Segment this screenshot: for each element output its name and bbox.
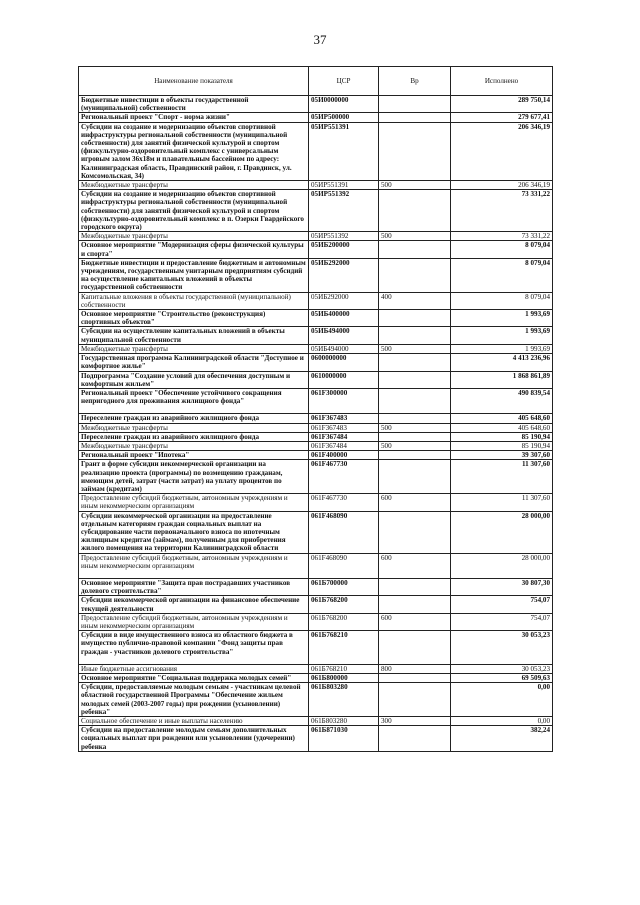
row-vr xyxy=(379,354,451,371)
row-vr: 800 xyxy=(379,664,451,673)
table-row xyxy=(79,726,553,752)
row-csr: 061Б768200 xyxy=(309,596,379,613)
row-value: 85 190,94 xyxy=(451,441,553,450)
row-csr: 061Б768210 xyxy=(309,631,379,665)
table-row xyxy=(79,451,553,460)
header-executed: Исполнено xyxy=(451,67,553,96)
row-value: 405 648,60 xyxy=(451,414,553,423)
row-vr xyxy=(379,96,451,113)
row-vr xyxy=(379,388,451,413)
row-name: Межбюджетные трансферты xyxy=(79,441,309,450)
row-name: Субсидии на создание и модернизацию объектов спортивной инфраструктуры региональной собственности (муниципальной собственности) для занятий физической культурой и спортом (физкультурно-оздоровительный комплекс с универсальным игровым залом 36x18м и плавательным бассейном по адресу: Калининградская область, Правдинский район, г. Правдинск, ул. Комсомольская, 34) xyxy=(79,122,309,180)
row-value: 382,24 xyxy=(451,726,553,752)
row-csr: 061Б700000 xyxy=(309,578,379,595)
row-csr: 05ИР551391 xyxy=(309,181,379,190)
table-row xyxy=(79,190,553,232)
row-name: Региональный проект "Спорт - норма жизни" xyxy=(79,113,309,122)
table-row xyxy=(79,631,553,665)
row-vr xyxy=(379,683,451,717)
row-csr: 061Б768200 xyxy=(309,613,379,630)
table-header-row xyxy=(79,67,553,96)
row-csr: 0610000000 xyxy=(309,371,379,388)
row-name: Социальное обеспечение и иные выплаты населению xyxy=(79,717,309,726)
row-name: Предоставление субсидий бюджетным, автономным учреждениям и иным некоммерческим организациям xyxy=(79,613,309,630)
row-vr xyxy=(379,432,451,441)
row-csr: 05ИБ400000 xyxy=(309,310,379,327)
row-vr: 600 xyxy=(379,613,451,630)
row-value: 39 307,60 xyxy=(451,451,553,460)
row-csr: 061F300000 xyxy=(309,388,379,413)
row-csr: 05ИБ292000 xyxy=(309,258,379,292)
row-vr xyxy=(379,596,451,613)
budget-execution-table xyxy=(78,66,553,752)
row-vr: 500 xyxy=(379,423,451,432)
row-name: Переселение граждан из аварийного жилищного фонда xyxy=(79,414,309,423)
row-csr: 05И0000000 xyxy=(309,96,379,113)
row-csr: 05ИБ494000 xyxy=(309,327,379,344)
row-value: 1 868 861,89 xyxy=(451,371,553,388)
row-csr: 061F400000 xyxy=(309,451,379,460)
row-name: Переселение граждан из аварийного жилищного фонда xyxy=(79,432,309,441)
table-row xyxy=(79,683,553,717)
row-value: 30 053,23 xyxy=(451,664,553,673)
row-csr: 061F367484 xyxy=(309,441,379,450)
row-vr xyxy=(379,113,451,122)
row-csr: 061F367483 xyxy=(309,414,379,423)
table-row xyxy=(79,310,553,327)
row-csr: 05ИР551391 xyxy=(309,122,379,180)
table-row xyxy=(79,674,553,683)
row-csr: 05ИБ292000 xyxy=(309,292,379,309)
table-row xyxy=(79,578,553,595)
table-row xyxy=(79,388,553,413)
row-vr xyxy=(379,310,451,327)
row-csr: 061Б803280 xyxy=(309,683,379,717)
row-value: 4 413 236,96 xyxy=(451,354,553,371)
row-value: 73 331,22 xyxy=(451,190,553,232)
row-csr: 061F367484 xyxy=(309,432,379,441)
row-vr xyxy=(379,451,451,460)
row-value: 1 993,69 xyxy=(451,344,553,353)
table-row xyxy=(79,122,553,180)
row-value: 8 079,04 xyxy=(451,241,553,258)
row-name: Региональный проект "Ипотека" xyxy=(79,451,309,460)
row-vr xyxy=(379,258,451,292)
row-value: 85 190,94 xyxy=(451,432,553,441)
row-name: Региональный проект "Обеспечение устойчивого сокращения непригодного для проживания жилищного фонда" xyxy=(79,388,309,413)
row-value: 8 079,04 xyxy=(451,292,553,309)
row-value: 8 079,04 xyxy=(451,258,553,292)
table-row xyxy=(79,613,553,630)
row-name: Межбюджетные трансферты xyxy=(79,181,309,190)
table-row xyxy=(79,232,553,241)
row-value: 206 346,19 xyxy=(451,122,553,180)
row-vr: 300 xyxy=(379,717,451,726)
table-row xyxy=(79,258,553,292)
row-vr xyxy=(379,122,451,180)
row-vr xyxy=(379,726,451,752)
row-csr: 05ИР500000 xyxy=(309,113,379,122)
row-name: Бюджетные инвестиции и предоставление бюджетным и автономным учреждениям, государственным унитарным предприятиям субсидий на осуществление капитальных вложений в объекты государственной собственности xyxy=(79,258,309,292)
table-row xyxy=(79,432,553,441)
row-vr xyxy=(379,460,451,494)
header-vr: Вр xyxy=(379,67,451,96)
row-csr: 05ИР551392 xyxy=(309,232,379,241)
table-row xyxy=(79,441,553,450)
row-name: Подпрограмма "Создание условий для обеспечения доступным и комфортным жильем" xyxy=(79,371,309,388)
row-vr: 500 xyxy=(379,181,451,190)
row-name: Основное мероприятие "Строительство (реконструкция) спортивных объектов" xyxy=(79,310,309,327)
row-csr: 061F367483 xyxy=(309,423,379,432)
row-vr xyxy=(379,578,451,595)
table-row xyxy=(79,181,553,190)
row-name: Предоставление субсидий бюджетным, автономным учреждениям и иным некоммерческим организациям xyxy=(79,553,309,578)
row-value: 754,07 xyxy=(451,613,553,630)
table-row xyxy=(79,113,553,122)
row-csr: 061Б800000 xyxy=(309,674,379,683)
table-row xyxy=(79,596,553,613)
row-csr: 05ИБ200000 xyxy=(309,241,379,258)
row-name: Иные бюджетные ассигнования xyxy=(79,664,309,673)
row-vr: 600 xyxy=(379,553,451,578)
table-row xyxy=(79,717,553,726)
row-name: Грант в форме субсидии некоммерческой организации на реализацию проекта (программы) по возмещению гражданам, имеющим детей, затрат (части затрат) на уплату процентов по займам (кредитам) xyxy=(79,460,309,494)
table-row xyxy=(79,664,553,673)
row-csr: 0600000000 xyxy=(309,354,379,371)
row-csr: 061F468090 xyxy=(309,511,379,553)
row-vr: 400 xyxy=(379,292,451,309)
row-value: 1 993,69 xyxy=(451,327,553,344)
row-value: 279 677,41 xyxy=(451,113,553,122)
row-name: Субсидии в виде имущественного взноса из областного бюджета в имущество публично-правовой компании "Фонд защиты прав граждан - участников долевого строительства" xyxy=(79,631,309,665)
row-vr xyxy=(379,414,451,423)
row-value: 0,00 xyxy=(451,717,553,726)
row-vr xyxy=(379,371,451,388)
row-name: Субсидии некоммерческой организации на предоставление отдельным категориям граждан социальных выплат на субсидирование части первоначального взноса по ипотечным жилищным кредитам (займам), полученным для приобретения жилого помещения на территории Калининградской области xyxy=(79,511,309,553)
row-value: 30 807,30 xyxy=(451,578,553,595)
table-row xyxy=(79,494,553,511)
row-vr xyxy=(379,631,451,665)
row-name: Капитальные вложения в объекты государственной (муниципальной) собственности xyxy=(79,292,309,309)
row-value: 73 331,22 xyxy=(451,232,553,241)
table-row xyxy=(79,292,553,309)
row-csr: 061F467730 xyxy=(309,494,379,511)
table-row xyxy=(79,423,553,432)
row-csr: 05ИР551392 xyxy=(309,190,379,232)
row-name: Субсидии некоммерческой организации на финансовое обеспечение текущей деятельности xyxy=(79,596,309,613)
row-value: 405 648,60 xyxy=(451,423,553,432)
table-row xyxy=(79,96,553,113)
row-vr: 500 xyxy=(379,232,451,241)
row-vr: 500 xyxy=(379,344,451,353)
row-vr: 600 xyxy=(379,494,451,511)
row-name: Основное мероприятие "Защита прав пострадавших участников долевого строительства" xyxy=(79,578,309,595)
row-value: 30 053,23 xyxy=(451,631,553,665)
row-value: 28 000,00 xyxy=(451,511,553,553)
row-name: Субсидии на создание и модернизацию объектов спортивной инфраструктуры региональной собственности (муниципальной собственности) для занятий физической культурой и спортом (физкультурно-оздоровительный комплекс в п. Озерки Гвардейского городского округа) xyxy=(79,190,309,232)
table-row xyxy=(79,241,553,258)
table-row xyxy=(79,414,553,423)
row-csr: 061F468090 xyxy=(309,553,379,578)
table-row xyxy=(79,344,553,353)
row-name: Основное мероприятие "Модернизация сферы физической культуры и спорта" xyxy=(79,241,309,258)
table-row xyxy=(79,511,553,553)
row-value: 289 750,14 xyxy=(451,96,553,113)
row-vr xyxy=(379,511,451,553)
row-name: Межбюджетные трансферты xyxy=(79,344,309,353)
row-vr xyxy=(379,674,451,683)
row-csr: 061Б803280 xyxy=(309,717,379,726)
table-row xyxy=(79,460,553,494)
table-row xyxy=(79,371,553,388)
row-value: 11 307,60 xyxy=(451,494,553,511)
row-name: Бюджетные инвестиции в объекты государственной (муниципальной) собственности xyxy=(79,96,309,113)
row-value: 28 000,00 xyxy=(451,553,553,578)
page-number: 37 xyxy=(313,32,327,47)
row-vr: 500 xyxy=(379,441,451,450)
row-vr xyxy=(379,327,451,344)
row-name: Межбюджетные трансферты xyxy=(79,232,309,241)
row-csr: 061F467730 xyxy=(309,460,379,494)
row-vr xyxy=(379,190,451,232)
row-value: 754,07 xyxy=(451,596,553,613)
row-name: Основное мероприятие "Социальная поддержка молодых семей" xyxy=(79,674,309,683)
row-csr: 061Б871030 xyxy=(309,726,379,752)
row-name: Межбюджетные трансферты xyxy=(79,423,309,432)
row-csr: 05ИБ494000 xyxy=(309,344,379,353)
row-value: 490 839,54 xyxy=(451,388,553,413)
row-value: 69 509,63 xyxy=(451,674,553,683)
row-value: 0,00 xyxy=(451,683,553,717)
table-row xyxy=(79,553,553,578)
header-indicator-name: Наименование показателя xyxy=(79,67,309,96)
row-vr xyxy=(379,241,451,258)
row-name: Предоставление субсидий бюджетным, автономным учреждениям и иным некоммерческим организациям xyxy=(79,494,309,511)
row-name: Субсидии на предоставление молодым семьям дополнительных социальных выплат при рождении или усыновлении (удочерении) ребенка xyxy=(79,726,309,752)
row-name: Субсидии на осуществление капитальных вложений в объекты муниципальной собственности xyxy=(79,327,309,344)
table-row xyxy=(79,354,553,371)
header-csr: ЦСР xyxy=(309,67,379,96)
row-value: 1 993,69 xyxy=(451,310,553,327)
row-value: 206 346,19 xyxy=(451,181,553,190)
row-name: Субсидии, предоставляемые молодым семьям - участникам целевой областной государственной Программы "Обеспечение жильем молодых семей (2003-2007 годы) при рождении (усыновлении) ребенка" xyxy=(79,683,309,717)
row-csr: 061Б768210 xyxy=(309,664,379,673)
row-value: 11 307,60 xyxy=(451,460,553,494)
table-row xyxy=(79,327,553,344)
row-name: Государственная программа Калининградской области "Доступное и комфортное жилье" xyxy=(79,354,309,371)
